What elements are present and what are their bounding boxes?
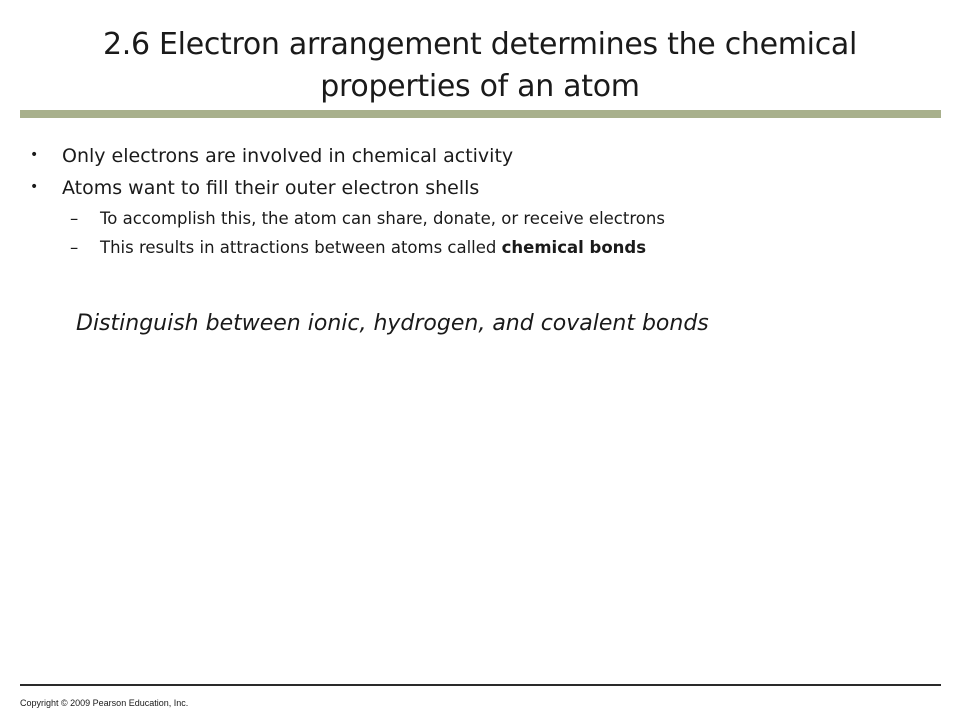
- sub-bullet-text: To accomplish this, the atom can share, donate, or receive electrons: [100, 209, 665, 228]
- bullet-marker: •: [30, 147, 39, 163]
- bullet-marker: •: [30, 179, 39, 195]
- bullet-item: [30, 172, 930, 204]
- title-divider: [20, 110, 941, 118]
- slide-title: [40, 24, 920, 108]
- sub-bullet-item: [30, 233, 930, 262]
- copyright-notice: Copyright © 2009 Pearson Education, Inc.: [20, 698, 189, 708]
- bullet-item: [30, 140, 930, 172]
- sub-bullet-marker: –: [70, 209, 79, 228]
- key-term-chemical-bonds: chemical bonds: [501, 238, 647, 257]
- slide-title-line-2: properties of an atom: [320, 69, 640, 104]
- sub-bullet-text: This results in attractions between atoms called: [100, 238, 502, 257]
- bullet-list: [30, 140, 930, 262]
- slide-title-line-1: 2.6 Electron arrangement determines the chemical: [102, 27, 858, 62]
- sub-bullet-item: [30, 204, 930, 233]
- sub-bullet-marker: –: [70, 238, 79, 257]
- emphasis-prompt: Distinguish between ionic, hydrogen, and covalent bonds: [76, 311, 709, 336]
- bullet-text: Only electrons are involved in chemical activity: [62, 145, 514, 167]
- bullet-text: Atoms want to fill their outer electron shells: [62, 177, 480, 199]
- footer-divider: [20, 684, 941, 686]
